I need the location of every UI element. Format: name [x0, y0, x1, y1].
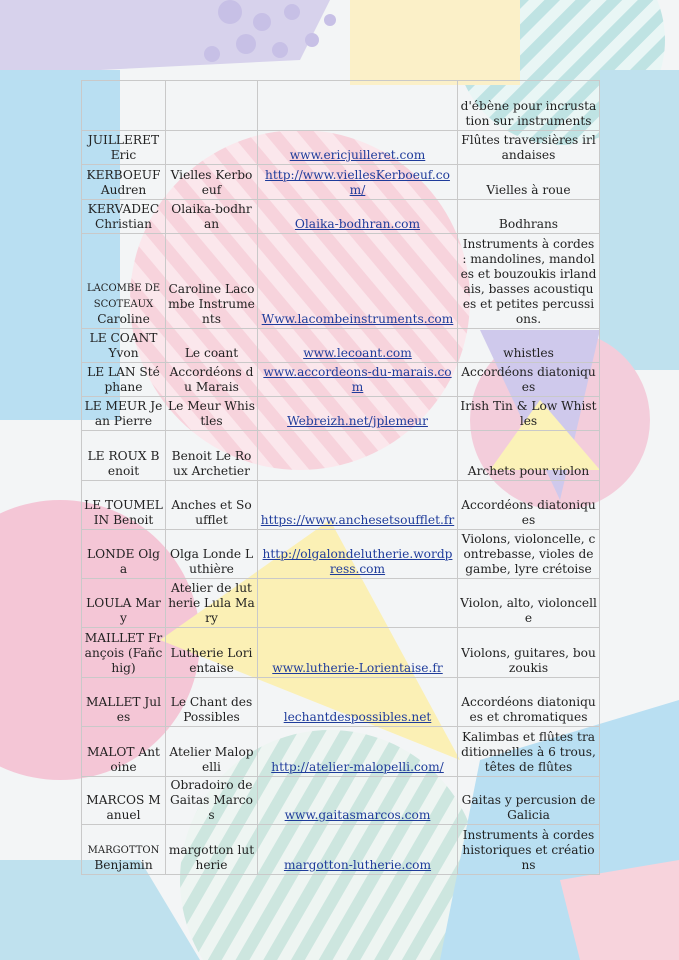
business-name: Anches et Soufflet	[166, 481, 258, 530]
instruments: Violon, alto, violoncelle	[458, 579, 600, 628]
table-row	[82, 530, 600, 579]
table-row	[82, 777, 600, 825]
website-cell	[258, 165, 458, 200]
table-row	[82, 678, 600, 727]
maker-name: MALOT Antoine	[82, 727, 166, 777]
table-row	[82, 431, 600, 481]
maker-name: LE MEUR Jean Pierre	[82, 397, 166, 431]
instruments: Vielles à roue	[458, 165, 600, 200]
maker-name-cell	[82, 234, 166, 329]
table-row	[82, 397, 600, 431]
instruments: whistles	[458, 329, 600, 363]
website-cell	[258, 81, 458, 131]
website-cell	[258, 329, 458, 363]
table-row	[82, 628, 600, 678]
table-row	[82, 81, 600, 131]
business-name	[166, 81, 258, 131]
website-link[interactable]: Olaika-bodhran.com	[294, 217, 421, 231]
business-name: Accordéons du Marais	[166, 363, 258, 397]
business-name: Le coant	[166, 329, 258, 363]
maker-name: JUILLERET Eric	[82, 131, 166, 165]
instruments: Violons, guitares, bouzoukis	[458, 628, 600, 678]
website-cell	[258, 678, 458, 727]
website-link[interactable]: www.ericjuilleret.com	[289, 148, 426, 162]
maker-name: KERVADEC Christian	[82, 200, 166, 234]
table-row	[82, 200, 600, 234]
maker-name: LONDE Olga	[82, 530, 166, 579]
maker-surname: LACOMBE DESCOTEAUX	[86, 283, 161, 310]
website-link[interactable]: lechantdespossibles.net	[283, 710, 432, 724]
business-name	[166, 131, 258, 165]
instruments: Bodhrans	[458, 200, 600, 234]
maker-name: MARCOS Manuel	[82, 777, 166, 825]
website-cell	[258, 234, 458, 329]
table-row	[82, 727, 600, 777]
instruments: Gaitas y percusion de Galicia	[458, 777, 600, 825]
business-name: Atelier Malopelli	[166, 727, 258, 777]
website-cell	[258, 431, 458, 481]
website-cell	[258, 363, 458, 397]
maker-name: MAILLET François (Fañchig)	[82, 628, 166, 678]
business-name: Benoit Le Roux Archetier	[166, 431, 258, 481]
instruments: Irish Tin & Low Whistles	[458, 397, 600, 431]
instruments: Accordéons diatoniques et chromatiques	[458, 678, 600, 727]
business-name: Le Chant des Possibles	[166, 678, 258, 727]
maker-name: LOULA Mary	[82, 579, 166, 628]
instruments: Accordéons diatoniques	[458, 363, 600, 397]
website-cell	[258, 777, 458, 825]
business-name: Caroline Lacombe Instruments	[166, 234, 258, 329]
instruments: Kalimbas et flûtes traditionnelles à 6 trous, têtes de flûtes	[458, 727, 600, 777]
maker-surname: MARGOTTON	[87, 845, 160, 856]
website-link[interactable]: http://atelier-malopelli.com/	[271, 760, 444, 774]
maker-name: LE TOUMELIN Benoit	[82, 481, 166, 530]
table-row	[82, 131, 600, 165]
table-row	[82, 481, 600, 530]
website-link[interactable]: margotton-lutherie.com	[283, 858, 432, 872]
website-cell	[258, 825, 458, 875]
luthier-directory-table	[81, 80, 600, 875]
website-link[interactable]: http://olgalondelutherie.wordpress.com	[262, 547, 453, 576]
website-cell	[258, 530, 458, 579]
instruments: Flûtes traversières irlandaises	[458, 131, 600, 165]
table-row	[82, 579, 600, 628]
instruments: d'ébène pour incrustation sur instruments	[458, 81, 600, 131]
table-row	[82, 165, 600, 200]
maker-name: KERBOEUF Audren	[82, 165, 166, 200]
instruments: Instruments à cordes historiques et créations	[458, 825, 600, 875]
maker-firstname: Caroline	[97, 312, 150, 326]
maker-name: LE ROUX Benoit	[82, 431, 166, 481]
maker-firstname: Benjamin	[94, 858, 153, 872]
business-name: Olaika-bodhran	[166, 200, 258, 234]
website-cell	[258, 200, 458, 234]
website-cell	[258, 579, 458, 628]
website-link[interactable]: www.lutherie-Lorientaise.fr	[272, 661, 443, 675]
maker-name: LE COANT Yvon	[82, 329, 166, 363]
business-name: Obradoiro de Gaitas Marcos	[166, 777, 258, 825]
instruments: Instruments à cordes : mandolines, mandoles et bouzoukis irlandais, basses acoustiques et petites percussions.	[458, 234, 600, 329]
website-link[interactable]: www.gaitasmarcos.com	[284, 808, 431, 822]
business-name: margotton lutherie	[166, 825, 258, 875]
business-name: Lutherie Lorientaise	[166, 628, 258, 678]
website-cell	[258, 727, 458, 777]
website-cell	[258, 481, 458, 530]
business-name: Vielles Kerboeuf	[166, 165, 258, 200]
website-link[interactable]: http://www.viellesKerboeuf.com/	[265, 168, 450, 197]
table-row	[82, 363, 600, 397]
website-link[interactable]: Webreizh.net/jplemeur	[287, 414, 428, 428]
website-link[interactable]: www.accordeons-du-marais.com	[263, 365, 452, 394]
instruments: Accordéons diatoniques	[458, 481, 600, 530]
business-name: Olga Londe Luthière	[166, 530, 258, 579]
table-row	[82, 234, 600, 329]
business-name: Atelier de lutherie Lula Mary	[166, 579, 258, 628]
table-row	[82, 329, 600, 363]
website-link[interactable]: Www.lacombeinstruments.com	[261, 312, 454, 326]
website-cell	[258, 131, 458, 165]
website-link[interactable]: https://www.anchesetsoufflet.fr	[260, 513, 455, 527]
instruments: Violons, violoncelle, contrebasse, violes de gambe, lyre crétoise	[458, 530, 600, 579]
website-cell	[258, 397, 458, 431]
table-row	[82, 825, 600, 875]
website-link[interactable]: www.lecoant.com	[303, 346, 412, 360]
maker-name: MALLET Jules	[82, 678, 166, 727]
maker-name: LE LAN Stéphane	[82, 363, 166, 397]
maker-name	[82, 81, 166, 131]
website-cell	[258, 628, 458, 678]
instruments: Archets pour violon	[458, 431, 600, 481]
business-name: Le Meur Whistles	[166, 397, 258, 431]
maker-name-cell	[82, 825, 166, 875]
